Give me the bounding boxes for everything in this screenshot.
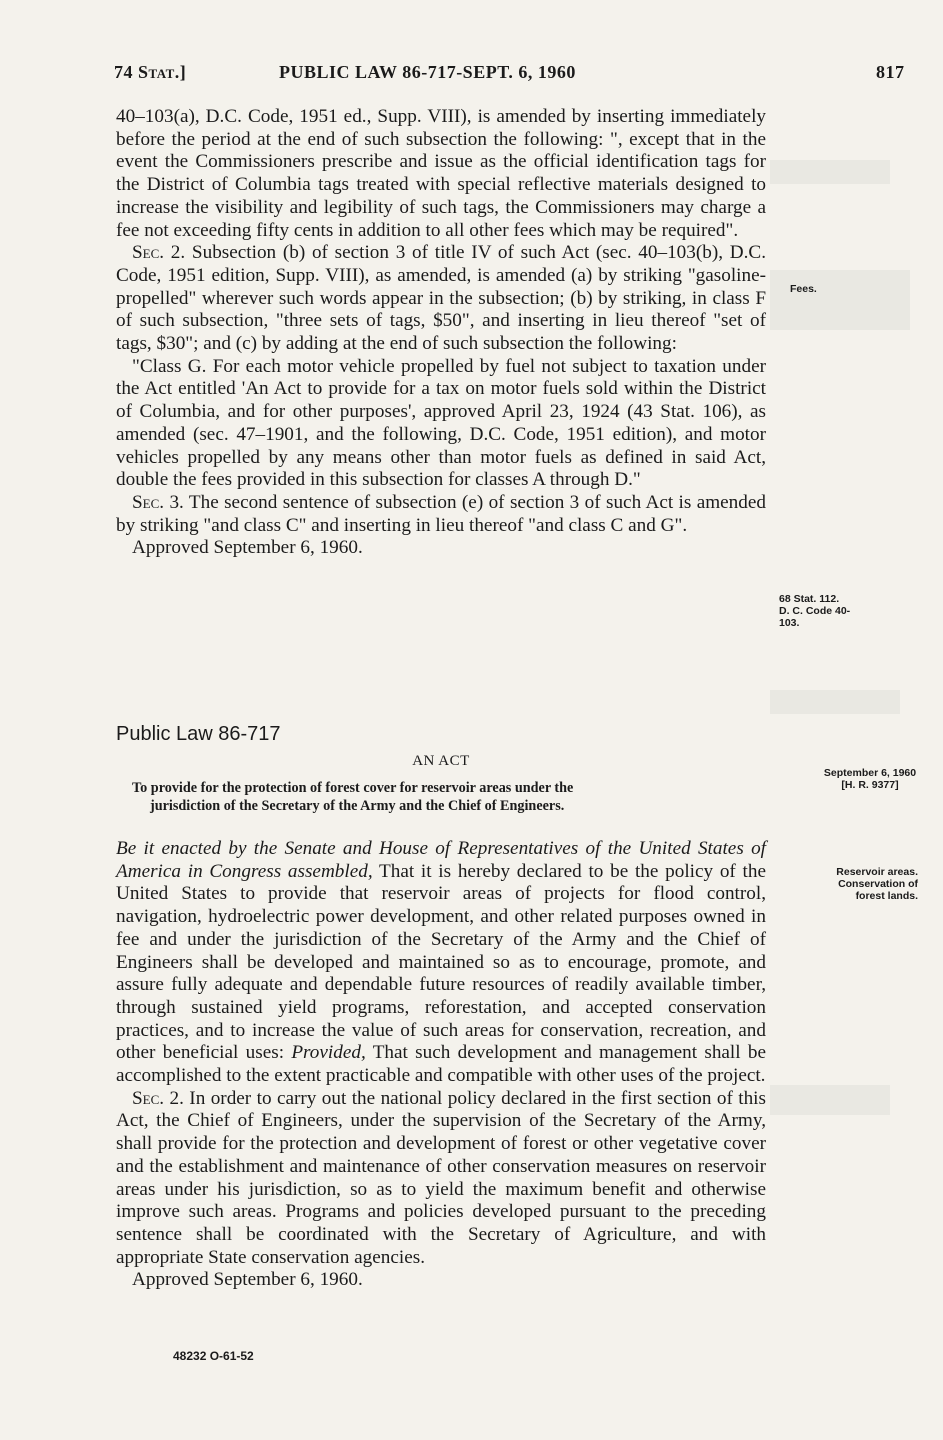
margin-note-date: September 6, 1960 [H. R. 9377] (823, 767, 917, 791)
paragraph-sec-2: Sec. 2. In order to carry out the national policy declared in the first section of this Act, the Chief of Engineers, under the supervision of the Secretary of the Army, shall provide for the protection and development of forest or other vegetative cover and the establishment and maintenance of other conservation measures on reservoir areas under his jurisdiction, so as to yield the maximum benefit and otherwise improve such areas. Programs and policies developed pursuant to the preceding sentence shall be coordinated with the Secretary of Agriculture, and with appropriate State conservation agencies. (116, 1087, 766, 1268)
paragraph-continuation: 40–103(a), D.C. Code, 1951 ed., Supp. VIII), is amended by inserting immediately before the period at the end of such subsection the following: ", except that in the event the Commissioners prescribe and issue as the official identification tags for the District of Columbia tags treated with special reflective materials designed to increase the visibility and legibility of such tags, the Commissioners may charge a fee not exceeding fifty cents in addition to all other fees which may be required". (116, 106, 766, 241)
approved-date: Approved September 6, 1960. (132, 537, 363, 559)
public-law-title: Public Law 86-717 (116, 723, 281, 745)
page-number: 817 (876, 62, 905, 82)
section-label: Sec. 2. (132, 242, 186, 264)
law-header: PUBLIC LAW 86-717-SEPT. 6, 1960 (279, 62, 576, 82)
paragraph-sec-2: Sec. 2. Subsection (b) of section 3 of title IV of such Act (sec. 40–103(b), D.C. Code, 1951 edition, Supp. VIII), as amended, is amended (a) by striking "gasoline-propelled" wherever such words appear in the subsection; (b) by striking, in class F of such subsection, "three sets of tags, $50", and inserting in lieu thereof "set of tags, $30"; and (c) by adding at the end of such subsection the following: (116, 242, 766, 355)
show-through-mark (770, 270, 910, 330)
section-a-body (116, 106, 766, 560)
show-through-mark (770, 160, 890, 184)
print-code: 48232 O-61-52 (173, 1349, 254, 1363)
show-through-mark (770, 690, 900, 714)
law-body (116, 838, 766, 1292)
act-purpose: To provide for the protection of forest cover for reservoir areas under the jurisdiction of the Secretary of the Army and the Chief of Engineers. (132, 780, 574, 814)
margin-note-reference: 68 Stat. 112. D. C. Code 40- 103. (779, 593, 851, 629)
paragraph-class-g: "Class G. For each motor vehicle propelled by fuel not subject to taxation under the Act entitled 'An Act to provide for a tax on motor fuels sold within the District of Columbia, and for other purposes', approved April 23, 1924 (43 Stat. 106), as amended (sec. 47–1901, and the following, D.C. Code, 1951 edition), and motor vehicles propelled by any means other than motor fuels as defined in said Act, double the fees provided in this subsection for classes A through D." (116, 355, 766, 491)
an-act-heading: AN ACT (412, 753, 470, 769)
margin-note-fees: Fees. (790, 283, 817, 295)
show-through-mark (770, 1085, 890, 1115)
volume-header: 74 Stat.] (114, 62, 187, 82)
enacting-clause: Be it enacted by the Senate and House of Representatives of the United States of America in Congress assembled, That it is hereby declared to be the policy of the United States to provide that reservoir areas of projects for flood control, navigation, hydroelectric power development, and other related purposes owned in fee and under the jurisdiction of the Secretary of the Army and the Chief of Engineers shall be developed and maintained so as to encourage, promote, and assure fully adequate and dependable future resources of readily available timber, through sustained yield programs, reforestation, and accepted conservation practices, and to increase the value of such areas for conservation, recreation, and other beneficial uses: Provided, That such development and management shall be accomplished to the extent practicable and compatible with other uses of the project. (116, 838, 766, 1087)
section-label: Sec. 2. (132, 1087, 184, 1109)
approved-date: Approved September 6, 1960. (132, 1269, 363, 1291)
section-label: Sec. 3. (132, 491, 184, 513)
paragraph-sec-3: Sec. 3. The second sentence of subsection (e) of section 3 of such Act is amended by striking "and class C" and inserting in lieu thereof "and class C and G". (116, 491, 766, 536)
margin-note-reservoir: Reservoir areas. Conservation of forest lands. (836, 866, 918, 902)
